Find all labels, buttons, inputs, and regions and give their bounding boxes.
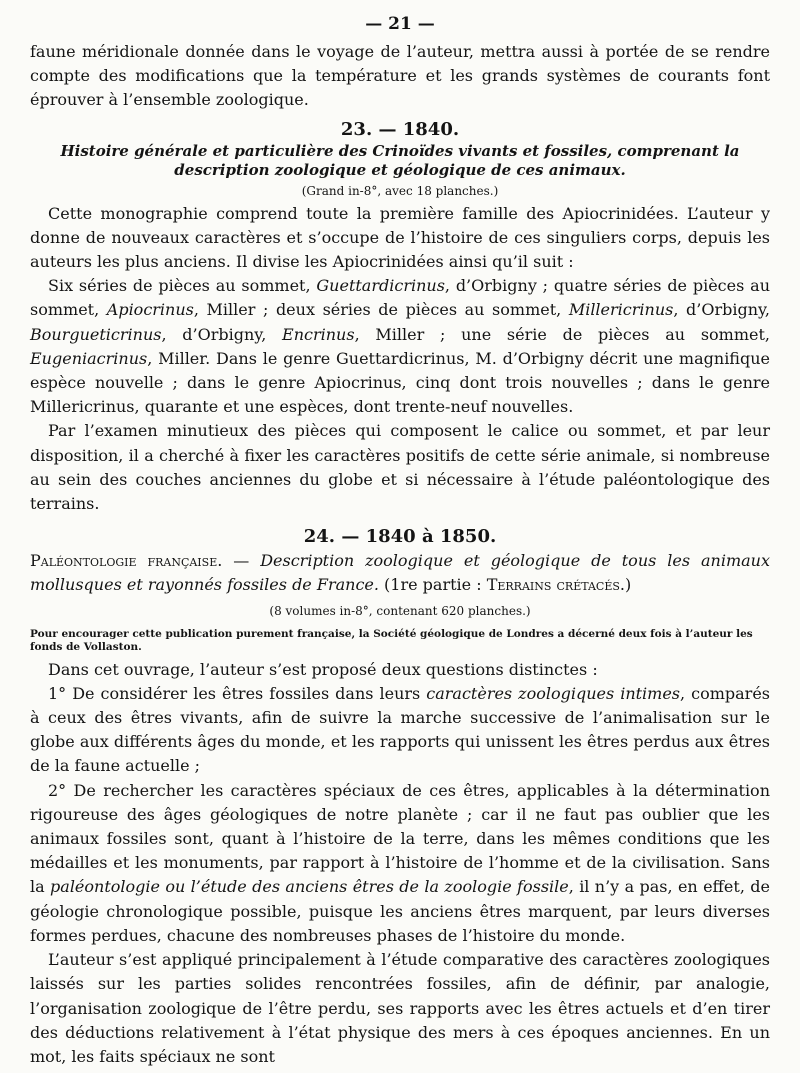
entry-24-paragraph-2: 1° De considérer les êtres fossiles dans leurs caractères zoologiques intimes, comparés à ceux des êtres vivants, afin de suivre la marche successive de l’animalisation sur le globe aux différents âges du monde, et les rapports qui unissent les êtres perdus aux êtres de la faune actuelle ; xyxy=(30,683,771,776)
entry-24-paragraph-1: Dans cet ouvrage, l’auteur s’est proposé deux questions distinctes : xyxy=(48,659,598,679)
entry-24-format: (8 volumes in-8°, contenant 620 planches.) xyxy=(269,603,531,618)
entry-23-format: (Grand in-8°, avec 18 planches.) xyxy=(301,183,499,198)
entry-23-title: Histoire générale et particulière des Crinoïdes vivants et fossiles, comprenant la description zoologique et géologique de ces animaux. xyxy=(60,141,740,179)
entry-24 xyxy=(30,526,770,1069)
entry-23-paragraph-2: Six séries de pièces au sommet, Guettardicrinus, d’Orbigny ; quatre séries de pièces au sommet, Apiocrinus, Miller ; deux séries de pièces au sommet, Millericrinus, d’Orbigny, Bourgueticrinus, d’Orbigny, Encrinus, Miller ; une série de pièces au sommet, Eugeniacrinus, Miller. Dans le genre Guettardicrinus, M. d’Orbigny décrit une magnifique espèce nouvelle ; dans le genre Apiocrinus, cinq dont trois nouvelles ; dans le genre Millericrinus, quarante et une espèces, dont trente-neuf nouvelles. xyxy=(30,276,771,417)
entry-23-heading: 23. — 1840. xyxy=(340,118,460,140)
entry-23-paragraph-3: Par l’examen minutieux des pièces qui composent le calice ou sommet, et par leur disposition, il a cherché à fixer les caractères positifs de cette série animale, si nombreuse au sein des couches anciennes du globe et si nécessaire à l’étude paléontologique des terrains. xyxy=(30,421,770,514)
entry-24-heading: 24. — 1840 à 1850. xyxy=(303,526,497,548)
page-number: — 21 — xyxy=(365,14,435,34)
continued-paragraph: faune méridionale donnée dans le voyage de l’auteur, mettra aussi à portée de se rendre compte des modifications que la température et les grands systèmes de courants font éprouver à l’ensemble zoologique. xyxy=(30,42,770,110)
entry-23-paragraph-1: Cette monographie comprend toute la première famille des Apiocrinidées. L’auteur y donne de nouveaux caractères et s’occupe de l’histoire de ces singuliers corps, depuis les auteurs les plus anciens. Il divise les Apiocrinidées ainsi qu’il suit : xyxy=(30,203,770,272)
entry-24-title: Paléontologie française. — Description zoologique et géologique de tous les animaux mollusques et rayonnés fossiles de France. (1re partie : Terrains crétacés.) xyxy=(30,551,771,595)
entry-24-note: Pour encourager cette publication purement française, la Société géologique de Londres a décerné deux fois à l’auteur les fonds de Vollaston. xyxy=(30,627,753,653)
entry-24-paragraph-4: L’auteur s’est appliqué principalement à l’étude comparative des caractères zoologiques laissés sur les parties solides rencontrées fossiles, afin de définir, par analogie, l’organisation zoologique de l’être perdu, ses rapports avec les êtres actuels et d’en tirer des déductions relativement à l’état physique des mers à ces époques anciennes. En un mot, les faits spéciaux ne sont xyxy=(30,950,770,1066)
entry-23 xyxy=(30,119,770,517)
entry-24-paragraph-3: 2° De rechercher les caractères spéciaux de ces êtres, applicables à la détermination rigoureuse des âges géologiques de notre planète ; car il ne faut pas oublier que les animaux fossiles sont, quant à l’histoire de la terre, dans les mêmes conditions que les médailles et les monuments, par rapport à l’histoire de l’homme et de la civilisation. Sans la paléontologie ou l’étude des anciens êtres de la zoologie fossile, il n’y a pas, en effet, de géologie chronologique possible, puisque les anciens êtres marquent, par leurs diverses formes perdues, chacune des nombreuses phases de l’histoire du monde. xyxy=(30,780,770,945)
